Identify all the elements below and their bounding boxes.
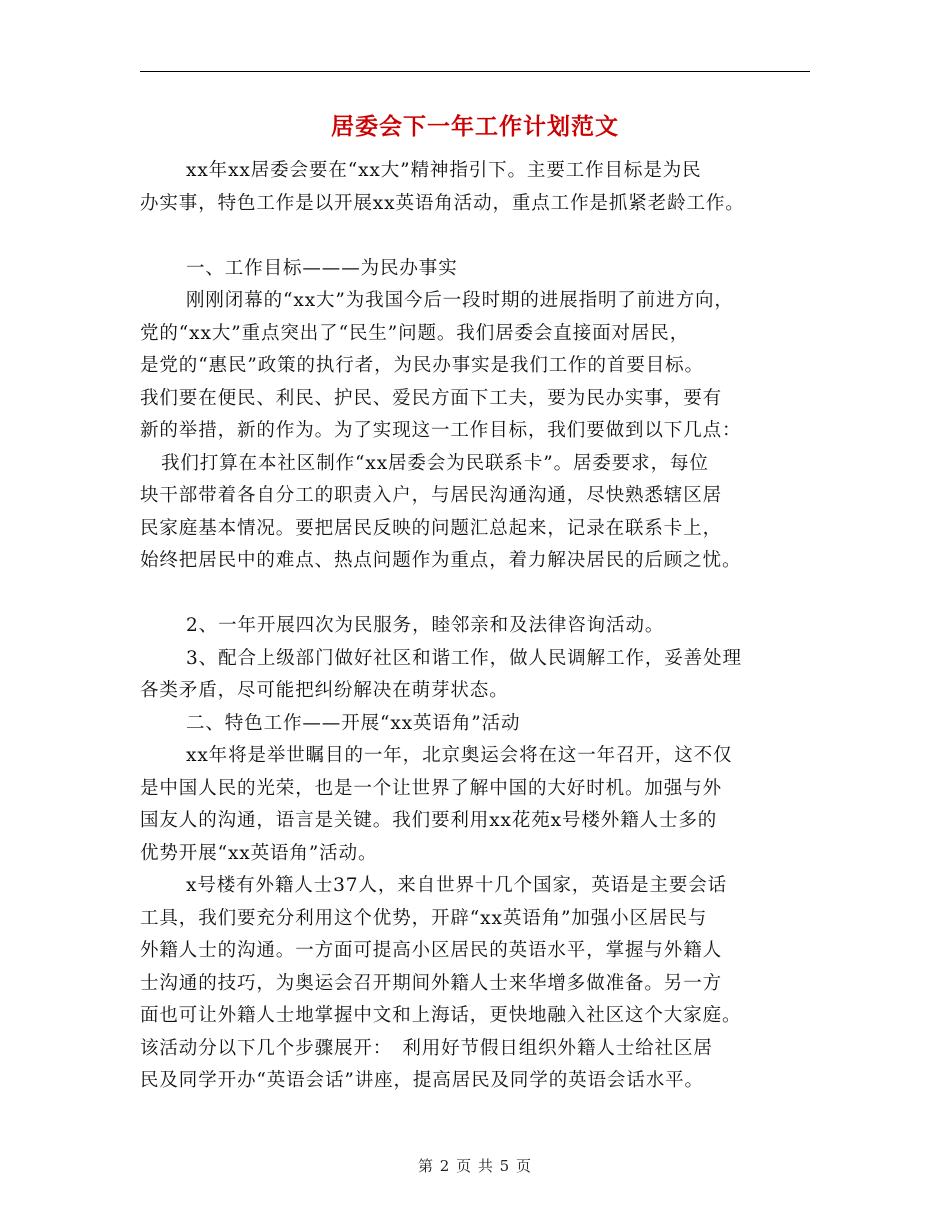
body-line: 各类矛盾，尽可能把纠纷解决在萌芽状态。	[140, 680, 509, 701]
body-line: xx年xx居委会要在“xx大”精神指引下。主要工作目标是为民	[186, 160, 702, 181]
body-line: 我们要在便民、利民、护民、爱民方面下工夫，要为民办实事，要有	[140, 388, 723, 409]
header-rule	[140, 71, 810, 72]
section-heading: 二、特色工作——开展“xx英语角”活动	[186, 713, 521, 734]
body-line: 面也可让外籍人士地掌握中文和上海话，更快地融入社区这个大家庭。	[140, 1005, 742, 1026]
body-line: 工具，我们要充分利用这个优势，开辟“xx英语角”加强小区居民与	[140, 908, 708, 929]
body-line: 3、配合上级部门做好社区和谐工作，做人民调解工作，妥善处理	[186, 648, 742, 669]
body-line: 党的“xx大”重点突出了“民生”问题。我们居委会直接面对居民，	[140, 323, 690, 344]
body-line: 是中国人民的光荣，也是一个让世界了解中国的大好时机。加强与外	[140, 778, 723, 799]
body-line: 民家庭基本情况。要把居民反映的问题汇总起来，记录在联系卡上，	[140, 518, 723, 539]
page-footer: 第 2 页 共 5 页	[418, 1157, 532, 1175]
body-line: 士沟通的技巧，为奥运会召开期间外籍人士来华增多做准备。另一方	[140, 973, 723, 994]
body-line: xx年将是举世瞩目的一年，北京奥运会将在这一年召开，这不仅	[186, 745, 733, 766]
body-line: 外籍人士的沟通。一方面可提高小区居民的英语水平，掌握与外籍人	[140, 940, 723, 961]
body-line: 新的举措，新的作为。为了实现这一工作目标，我们要做到以下几点：	[140, 420, 742, 441]
body-line: 刚刚闭幕的“xx大”为我国今后一段时期的进展指明了前进方向，	[186, 290, 734, 311]
body-line: 办实事，特色工作是以开展xx英语角活动，重点工作是抓紧老龄工作。	[140, 193, 745, 214]
body-line: 始终把居民中的难点、热点问题作为重点，着力解决居民的后顾之忧。	[140, 550, 742, 571]
body-line: 2、一年开展四次为民服务，睦邻亲和及法律咨询活动。	[186, 615, 665, 636]
section-heading: 一、工作目标———为民办事实	[186, 258, 458, 279]
body-line: 优势开展“xx英语角”活动。	[140, 843, 378, 864]
body-line: 我们打算在本社区制作“xx居委会为民联系卡”。居委要求，每位	[161, 453, 709, 474]
body-line: 国友人的沟通，语言是关键。我们要利用xx花苑x号楼外籍人士多的	[140, 810, 718, 831]
body-line: 民及同学开办“英语会话”讲座，提高居民及同学的英语会话水平。	[140, 1070, 704, 1091]
body-line: 是党的“惠民”政策的执行者，为民办事实是我们工作的首要目标。	[140, 355, 704, 376]
body-line: 块干部带着各自分工的职责入户，与居民沟通沟通，尽快熟悉辖区居	[140, 485, 723, 506]
document-title: 居委会下一年工作计划范文	[331, 113, 619, 140]
body-line: x号楼有外籍人士37人，来自世界十几个国家，英语是主要会话	[186, 875, 728, 896]
body-line: 该活动分以下几个步骤展开： 利用好节假日组织外籍人士给社区居	[140, 1038, 713, 1059]
